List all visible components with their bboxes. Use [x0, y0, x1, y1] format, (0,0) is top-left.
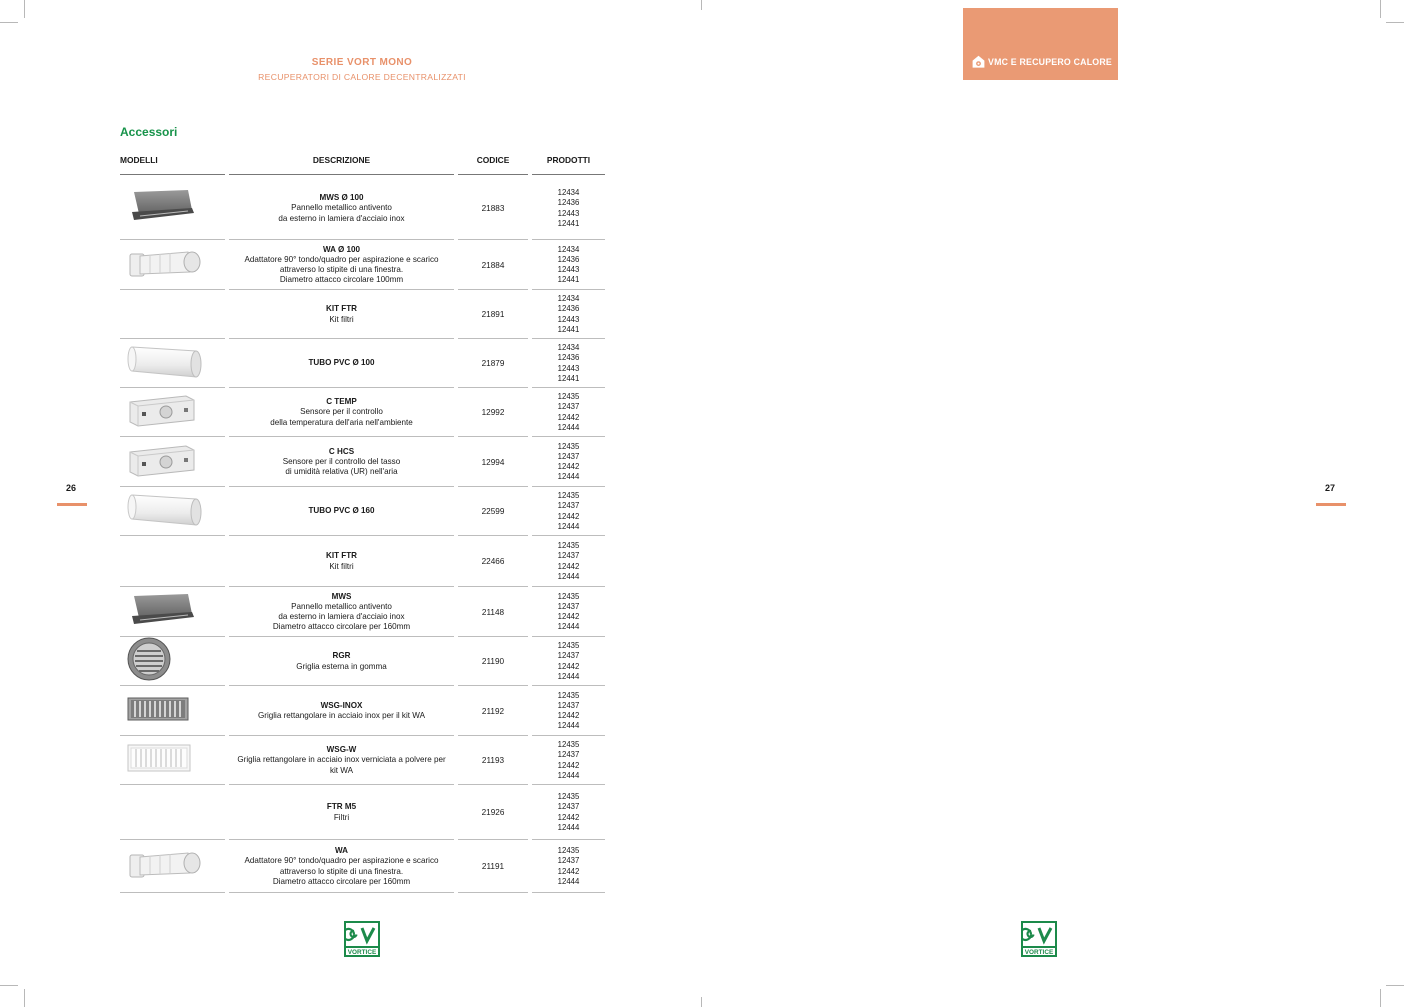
product-code: 12437: [557, 601, 580, 611]
product-code: 12437: [557, 402, 580, 412]
description-line: Filtri: [333, 812, 350, 822]
product-code-value: 21926: [481, 808, 505, 817]
pvc-pipe-icon: [126, 341, 206, 386]
model-name: TUBO PVC Ø 100: [308, 358, 375, 368]
product-code-value: 21192: [481, 706, 505, 716]
product-code: 12435: [557, 641, 580, 651]
code-cell: [458, 587, 528, 637]
product-code: 12436: [557, 254, 580, 264]
product-code: 12442: [557, 462, 580, 471]
model-image-cell: [120, 240, 225, 290]
model-name: RGR: [332, 651, 351, 661]
product-code-value: 21879: [481, 359, 505, 368]
products-cell: [532, 290, 605, 339]
inox-grille-icon: [126, 695, 190, 728]
model-name: MWS: [331, 591, 352, 601]
product-code: 12437: [557, 651, 580, 661]
round-grille-icon: [126, 636, 172, 687]
description-cell: [229, 240, 454, 290]
product-code: 12436: [557, 353, 580, 363]
model-name: C HCS: [328, 446, 355, 456]
model-name: FTR M5: [326, 802, 357, 812]
sensor-box-icon: [126, 392, 198, 433]
category-tab[interactable]: [963, 8, 1118, 80]
product-code: 12437: [557, 750, 580, 760]
model-image-cell: [120, 637, 225, 686]
window-adapter-icon: [126, 246, 208, 285]
accessories-table: [120, 155, 605, 893]
product-code: 12442: [557, 812, 580, 822]
crop-mark: [1386, 985, 1404, 986]
product-code: 12435: [557, 441, 580, 451]
code-cell: [458, 177, 528, 240]
metal-panel-icon: [126, 592, 196, 633]
model-image-cell: [120, 339, 225, 388]
products-cell: [532, 785, 605, 840]
product-code-value: 21193: [481, 756, 505, 765]
product-code: 12435: [557, 846, 580, 856]
code-cell: [458, 736, 528, 785]
description-cell: [229, 177, 454, 240]
model-image-cell: [120, 736, 225, 785]
code-cell: [458, 388, 528, 437]
description-line: di umidità relativa (UR) nell'aria: [285, 467, 398, 477]
description-line: da esterno in lamiera d'acciaio inox: [278, 612, 405, 621]
product-code-value: 22466: [481, 557, 505, 566]
table-header: [120, 155, 605, 177]
product-code: 12435: [557, 740, 580, 750]
product-code: 12435: [557, 792, 580, 802]
code-cell: [458, 637, 528, 686]
description-cell: [229, 587, 454, 637]
model-image-cell: [120, 536, 225, 587]
product-code: 12441: [557, 373, 580, 383]
description-cell: [229, 536, 454, 587]
table-row: [120, 240, 605, 290]
description-cell: [229, 290, 454, 339]
page-number-right: 27: [1325, 483, 1336, 493]
product-code: 12442: [557, 412, 580, 422]
code-cell: [458, 487, 528, 536]
model-image-cell: [120, 587, 225, 637]
product-code: 12444: [557, 671, 580, 681]
products-cell: [532, 487, 605, 536]
vortice-logo-icon: [1021, 921, 1057, 957]
product-code: 12434: [557, 188, 580, 198]
model-name: C TEMP: [326, 397, 357, 407]
series-subtitle: RECUPERATORI DI CALORE DECENTRALIZZATI: [258, 72, 466, 82]
product-code: 12444: [557, 422, 580, 432]
model-name: WSG-INOX: [320, 700, 363, 710]
product-code: 12437: [557, 802, 580, 812]
product-code: 12437: [557, 700, 580, 710]
code-cell: [458, 437, 528, 487]
product-code: 12441: [557, 324, 580, 334]
description-line: Kit filtri: [329, 561, 354, 571]
model-name: WSG-W: [326, 745, 357, 755]
table-row: [120, 437, 605, 487]
model-image-cell: [120, 840, 225, 893]
products-cell: [532, 686, 605, 736]
description-line: Adattatore 90° tondo/quadro per aspirazione e scarico: [244, 254, 439, 264]
page-number-bar: [57, 503, 87, 506]
product-code: 12444: [557, 622, 580, 632]
model-name: KIT FTR: [325, 551, 358, 561]
product-code: 12442: [557, 511, 580, 521]
product-code: 12436: [557, 304, 580, 314]
product-code: 12437: [557, 451, 580, 461]
crop-mark: [701, 997, 702, 1007]
description-line: Adattatore 90° tondo/quadro per aspirazione e scarico: [244, 856, 439, 866]
model-image-cell: [120, 290, 225, 339]
table-row: [120, 637, 605, 686]
product-code: 12435: [557, 591, 580, 601]
product-code-value: 12994: [481, 457, 505, 467]
crop-mark: [0, 22, 18, 23]
product-code: 12441: [557, 275, 580, 285]
products-cell: [532, 840, 605, 893]
description-line: attraverso lo stipite di una finestra.: [279, 866, 404, 876]
product-code: 12442: [557, 612, 580, 621]
product-code: 12443: [557, 208, 580, 218]
table-row: [120, 388, 605, 437]
description-line: Griglia rettangolare in acciaio inox per il kit WA: [257, 711, 426, 720]
product-code: 12443: [557, 314, 580, 324]
description-line: kit WA: [329, 765, 354, 775]
description-cell: [229, 339, 454, 388]
description-line: Pannello metallico antivento: [291, 203, 392, 213]
product-code-value: 21190: [481, 657, 505, 666]
crop-mark: [1380, 989, 1381, 1007]
product-code: 12442: [557, 711, 580, 720]
description-line: Griglia esterna in gomma: [296, 661, 387, 671]
page-number-left: 26: [66, 483, 77, 493]
product-code: 12444: [557, 571, 580, 581]
product-code: 12434: [557, 343, 580, 353]
table-row: [120, 536, 605, 587]
crop-mark: [1380, 0, 1381, 18]
product-code: 12443: [557, 265, 580, 274]
code-cell: [458, 785, 528, 840]
product-code: 12444: [557, 770, 580, 780]
products-cell: [532, 437, 605, 487]
product-code: 12435: [557, 392, 580, 402]
description-cell: [229, 487, 454, 536]
description-line: Pannello metallico antivento: [291, 601, 392, 611]
crop-mark: [24, 989, 25, 1007]
product-code-value: 21148: [481, 607, 505, 617]
sensor-box-icon: [126, 442, 198, 483]
product-code-value: 12992: [481, 408, 505, 417]
product-code: 12441: [557, 218, 580, 228]
vortice-logo-icon: [344, 921, 380, 957]
model-image-cell: [120, 177, 225, 240]
product-code: 12434: [557, 244, 580, 254]
product-code: 12444: [557, 876, 580, 886]
crop-mark: [24, 0, 25, 18]
code-cell: [458, 240, 528, 290]
model-name: WA: [334, 846, 349, 856]
table-body: [120, 177, 605, 893]
description-cell: [229, 437, 454, 487]
category-label: VMC E RECUPERO CALORE: [988, 57, 1112, 67]
table-row: [120, 785, 605, 840]
pvc-pipe-icon: [126, 489, 206, 534]
white-grille-icon: [126, 742, 192, 779]
house-gear-icon: [972, 55, 985, 68]
description-line: Kit filtri: [329, 314, 354, 324]
product-code: 12444: [557, 721, 580, 731]
products-cell: [532, 388, 605, 437]
description-line: da esterno in lamiera d'acciaio inox: [278, 213, 405, 223]
window-adapter-icon: [126, 847, 208, 886]
product-code-value: 21884: [481, 260, 505, 270]
model-name: KIT FTR: [325, 304, 358, 314]
logo-text: VORTICE: [1024, 949, 1054, 957]
table-row: [120, 840, 605, 893]
product-code-value: 22599: [481, 507, 505, 516]
series-title: SERIE VORT MONO: [311, 57, 413, 68]
column-header-description: DESCRIZIONE: [229, 155, 454, 175]
section-title: Accessori: [120, 125, 178, 139]
metal-panel-icon: [126, 188, 196, 229]
model-image-cell: [120, 388, 225, 437]
products-cell: [532, 536, 605, 587]
model-image-cell: [120, 487, 225, 536]
products-cell: [532, 637, 605, 686]
logo-text: VORTICE: [347, 949, 377, 957]
product-code: 12444: [557, 822, 580, 832]
code-cell: [458, 290, 528, 339]
model-name: TUBO PVC Ø 160: [308, 506, 375, 516]
table-row: [120, 686, 605, 736]
code-cell: [458, 840, 528, 893]
product-code: 12443: [557, 363, 580, 373]
description-cell: [229, 637, 454, 686]
crop-mark: [701, 0, 702, 10]
products-cell: [532, 339, 605, 388]
product-code: 12435: [557, 690, 580, 700]
product-code: 12437: [557, 501, 580, 511]
description-cell: [229, 840, 454, 893]
product-code-value: 21891: [481, 310, 505, 319]
crop-mark: [0, 985, 18, 986]
model-image-cell: [120, 785, 225, 840]
product-code: 12442: [557, 661, 580, 671]
table-row: [120, 177, 605, 240]
description-line: Diametro attacco circolare per 160mm: [272, 876, 411, 886]
column-header-code: CODICE: [458, 155, 528, 175]
product-code: 12435: [557, 491, 580, 501]
table-row: [120, 736, 605, 785]
code-cell: [458, 686, 528, 736]
product-code: 12437: [557, 856, 580, 866]
table-row: [120, 587, 605, 637]
model-name: MWS Ø 100: [319, 193, 364, 203]
description-cell: [229, 388, 454, 437]
model-image-cell: [120, 437, 225, 487]
product-code-value: 21883: [481, 204, 505, 213]
product-code: 12436: [557, 198, 580, 208]
product-code: 12434: [557, 294, 580, 304]
page-number-bar: [1316, 503, 1346, 506]
description-line: Diametro attacco circolare per 160mm: [272, 622, 411, 632]
model-image-cell: [120, 686, 225, 736]
product-code: 12435: [557, 541, 580, 551]
table-row: [120, 339, 605, 388]
column-header-models: MODELLI: [120, 155, 225, 175]
product-code: 12442: [557, 866, 580, 876]
product-code: 12444: [557, 472, 580, 482]
product-code: 12444: [557, 521, 580, 531]
products-cell: [532, 736, 605, 785]
description-line: della temperatura dell'aria nell'ambiente: [270, 417, 413, 427]
description-line: Sensore per il controllo: [300, 407, 383, 417]
description-cell: [229, 785, 454, 840]
table-row: [120, 487, 605, 536]
code-cell: [458, 339, 528, 388]
crop-mark: [1386, 22, 1404, 23]
product-code: 12442: [557, 561, 580, 571]
description-line: attraverso lo stipite di una finestra.: [279, 265, 404, 274]
product-code: 12442: [557, 760, 580, 770]
product-code-value: 21191: [481, 862, 505, 871]
products-cell: [532, 177, 605, 240]
model-name: WA Ø 100: [322, 244, 361, 254]
products-cell: [532, 240, 605, 290]
code-cell: [458, 536, 528, 587]
products-cell: [532, 587, 605, 637]
description-cell: [229, 736, 454, 785]
description-line: Diametro attacco circolare 100mm: [279, 275, 404, 285]
description-line: Sensore per il controllo del tasso: [282, 456, 401, 466]
table-row: [120, 290, 605, 339]
description-line: Griglia rettangolare in acciaio inox verniciata a polvere per: [237, 755, 446, 765]
description-cell: [229, 686, 454, 736]
product-code: 12437: [557, 551, 580, 561]
column-header-products: PRODOTTI: [532, 155, 605, 175]
